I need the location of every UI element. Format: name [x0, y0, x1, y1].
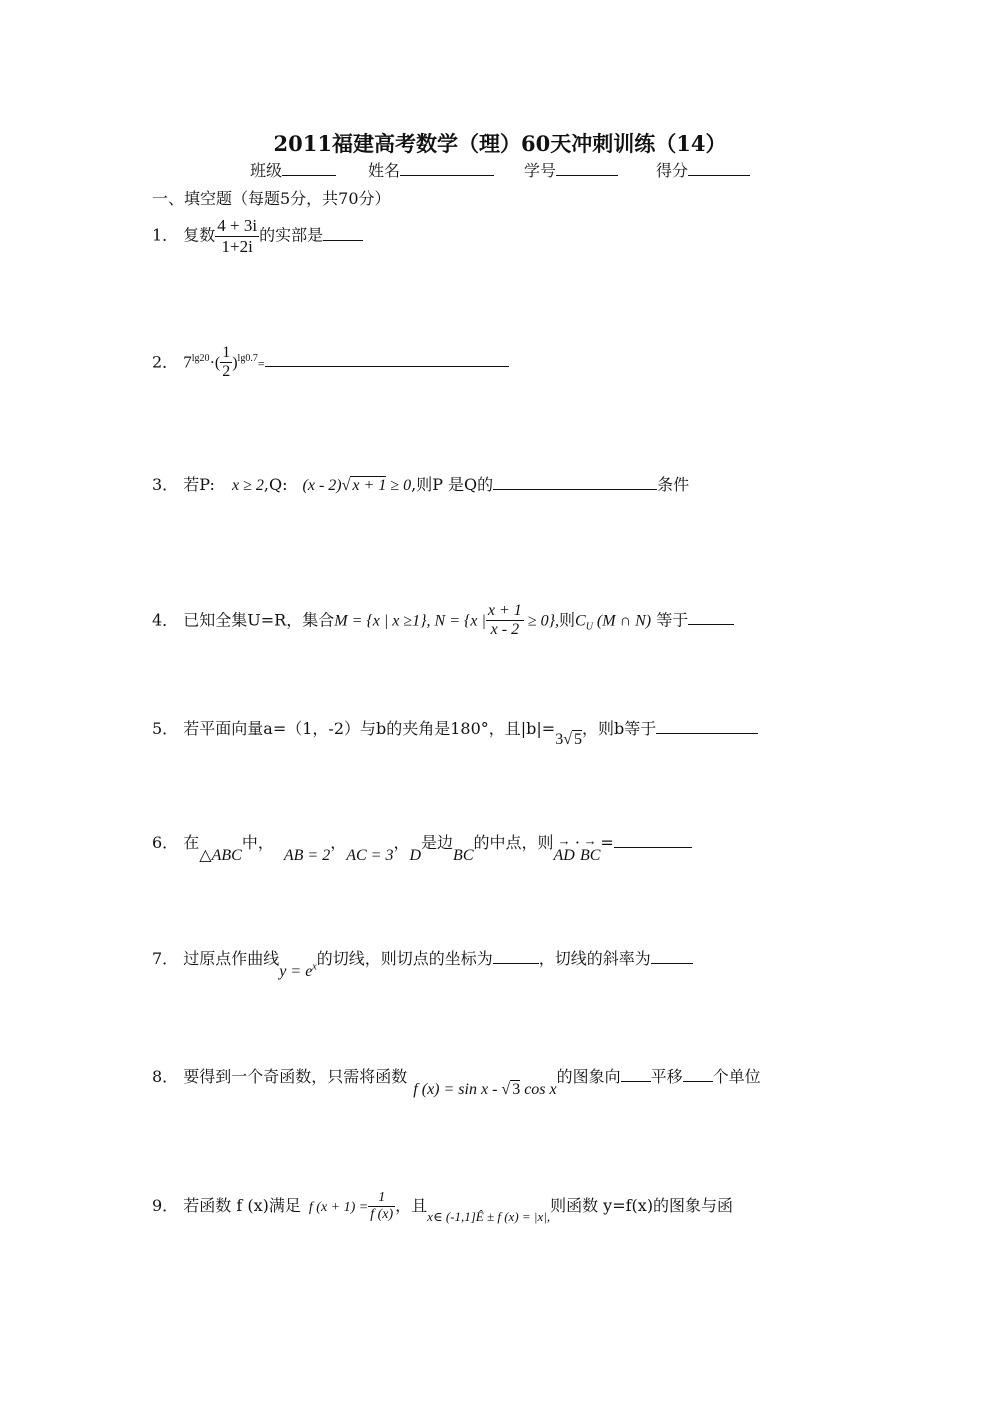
q6-comma-1: ，	[330, 833, 347, 852]
q9-number: 9．	[152, 1196, 179, 1216]
q6-ac: AC = 3	[346, 847, 394, 864]
q9-numerator: 1	[368, 1190, 395, 1207]
q9-text-mid: ，且	[395, 1196, 428, 1216]
q4-fraction	[486, 602, 524, 640]
q7-number: 7．	[152, 949, 179, 968]
q2-dot: ·(	[209, 354, 221, 372]
q2-equals: =	[257, 356, 265, 371]
q8-direction-blank[interactable]	[621, 1067, 651, 1082]
id-field	[524, 158, 618, 181]
q1-number: 1．	[152, 225, 179, 245]
q4-complement-sub: U	[585, 621, 593, 633]
q8-function-tail: cos x	[520, 1081, 557, 1098]
q2-exponent-2: lg0.7	[237, 353, 258, 365]
name-label: 姓名	[368, 161, 401, 180]
q2-denominator: 2	[222, 363, 231, 381]
q5-answer-blank[interactable]	[656, 719, 758, 734]
q3-text-mid: ,则P 是Q的	[411, 475, 494, 494]
q7-text-mid2: ，切线的斜率为	[538, 949, 651, 968]
class-field	[250, 158, 336, 181]
q1-answer-blank[interactable]	[323, 226, 363, 241]
question-8	[152, 1064, 761, 1098]
q3-q-label: ,Q:	[263, 475, 288, 494]
q9-text-post: 则函数 y=f(x)的图象与函	[550, 1196, 734, 1216]
q3-answer-blank[interactable]	[493, 475, 657, 490]
question-6	[152, 830, 692, 864]
q3-inequality: ≥ 0	[386, 477, 412, 494]
q9-denominator: f (x)	[370, 1207, 394, 1223]
q1-numerator: 4 + 3i	[217, 216, 258, 235]
score-field	[656, 158, 750, 181]
q3-radicand: x + 1	[352, 477, 387, 494]
q1-text-post: 的实部是	[259, 225, 324, 245]
q8-units-blank[interactable]	[683, 1067, 713, 1082]
q9-condition: x∈ (-1,1]Ê ± f (x) = |x|,	[427, 1209, 551, 1225]
score-blank[interactable]	[688, 161, 750, 176]
q2-base: 7	[183, 352, 192, 372]
q8-text-post: 个单位	[712, 1067, 761, 1086]
q4-sets: M = {x | x ≥1}, N = {x |	[334, 612, 486, 630]
q6-dot: ·	[574, 833, 580, 852]
q3-p-label: 若P:	[183, 475, 215, 494]
id-label: 学号	[524, 161, 557, 180]
q4-expression: (M ∩ N)	[592, 612, 652, 630]
q6-text-mid1: 中，	[241, 833, 274, 852]
q8-radicand: 3	[512, 1081, 521, 1098]
question-9	[152, 1190, 733, 1223]
class-blank[interactable]	[282, 161, 336, 176]
q2-number: 2．	[152, 352, 179, 372]
q7-slope-blank[interactable]	[651, 949, 693, 964]
q6-comma-2: ，	[393, 833, 410, 852]
q4-text-post: 等于	[651, 610, 689, 630]
q8-text-mid: 的图象向	[556, 1067, 621, 1086]
q5-radicand: 5	[574, 731, 582, 748]
q4-complement: C	[575, 612, 586, 630]
q6-text-mid2: 是边	[421, 833, 454, 852]
q6-vector-ad: AD →	[554, 847, 575, 865]
q7-text-mid: 的切线，则切点的坐标为	[316, 949, 493, 968]
section-heading: 一、填空题（每题5分，共70分）	[152, 189, 391, 208]
q3-factor: (x - 2)	[302, 477, 342, 494]
q1-denominator: 1+2i	[221, 236, 253, 256]
q8-text-pre: 要得到一个奇函数，只需将函数	[183, 1067, 408, 1086]
q7-curve	[279, 963, 316, 980]
q4-then: 则	[559, 610, 576, 630]
q7-text-pre: 过原点作曲线	[183, 949, 280, 968]
q4-set-tail: ≥ 0},	[523, 612, 559, 630]
question-3	[152, 472, 689, 495]
q4-denominator: x - 2	[490, 621, 520, 639]
q8-function-head: f (x) = sin x -	[413, 1081, 498, 1098]
q9-text-pre: 若函数 f (x)满足	[183, 1196, 301, 1216]
name-blank[interactable]	[400, 161, 494, 176]
class-label: 班级	[250, 161, 283, 180]
q5-text-post: ，则b等于	[582, 719, 657, 738]
name-field	[368, 158, 494, 181]
question-2	[152, 344, 509, 382]
q2-numerator: 1	[220, 344, 232, 363]
q8-function: f (x) = sin x - √ 3 cos x	[413, 1081, 557, 1098]
q6-side-bc: BC	[453, 847, 474, 864]
q2-answer-blank[interactable]	[265, 352, 509, 367]
q4-answer-blank[interactable]	[688, 610, 734, 625]
q6-point-d: D	[409, 847, 422, 864]
q9-fraction	[368, 1190, 395, 1223]
q5-text-pre: 若平面向量a=（1，-2）与b的夹角是180°，且|b|=	[183, 719, 556, 738]
q1-fraction	[215, 216, 259, 256]
q7-curve-exp: x	[312, 961, 317, 973]
q6-text-pre: 在	[183, 833, 200, 852]
id-blank[interactable]	[556, 161, 618, 176]
q6-ab: AB = 2	[283, 847, 331, 864]
question-4	[152, 602, 734, 640]
q4-numerator: x + 1	[486, 602, 524, 621]
q3-number: 3．	[152, 475, 179, 494]
q6-equals: =	[600, 833, 614, 852]
q5-magnitude: 3√ 5	[555, 731, 582, 748]
score-label: 得分	[656, 161, 689, 180]
q3-condition-q: (x - 2)√ x + 1 ≥ 0	[302, 477, 412, 494]
question-1	[152, 216, 363, 256]
q9-lhs: f (x + 1) =	[308, 1200, 369, 1216]
question-5	[152, 716, 758, 748]
question-7	[152, 946, 693, 980]
q6-triangle: △ABC	[199, 847, 242, 864]
q2-exponent-1: lg20	[191, 353, 210, 365]
q6-text-mid3: 的中点，则	[473, 833, 554, 852]
q6-number: 6．	[152, 833, 179, 852]
q7-point-blank[interactable]	[493, 949, 539, 964]
q4-text-pre: 已知全集U=R，集合	[183, 610, 335, 630]
q8-number: 8．	[152, 1067, 179, 1086]
q6-answer-blank[interactable]	[614, 833, 692, 848]
q3-text-post: 条件	[657, 475, 690, 494]
q5-number: 5．	[152, 719, 179, 738]
page-title: 2011福建高考数学（理）60天冲刺训练（14）	[273, 131, 727, 156]
q1-text-pre: 复数	[183, 225, 216, 245]
q8-text-mid2: 平移	[650, 1067, 683, 1086]
q4-number: 4．	[152, 610, 179, 630]
q3-condition-p: x ≥ 2	[231, 477, 264, 494]
q6-vector-bc: BC →	[580, 847, 600, 865]
q2-fraction	[220, 344, 232, 382]
q5-coefficient: 3	[555, 731, 564, 748]
q7-curve-lhs: y = e	[279, 963, 313, 980]
q2-close: )	[232, 354, 238, 372]
